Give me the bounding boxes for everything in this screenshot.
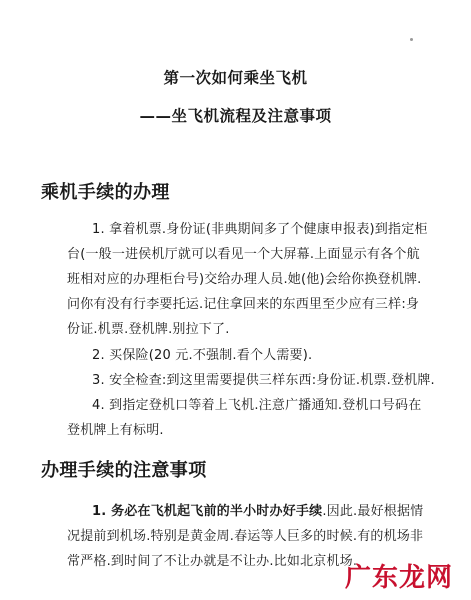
watermark-text: 广东龙网 (344, 563, 453, 593)
corner-dot-mark (410, 38, 413, 41)
paragraph-line: 2. 买保险(20 元.不强制.看个人需要). (92, 348, 313, 363)
paragraph-line (67, 499, 437, 524)
section-heading-checkin: 乘机手续的办理 (41, 182, 170, 203)
paragraph-line: 3. 安全检查:到这里需要提供三样东西:身份证.机票.登机牌. (92, 373, 435, 388)
paragraph-line: 班相对应的办理柜台号)交给办理人员.她(他)会给你换登机牌. (67, 272, 422, 287)
paragraph-text: .因此.最好根据情 (322, 504, 424, 519)
checkin-step-3 (67, 368, 437, 393)
paragraph-line: 问你有没有行李要托运.记住拿回来的东西里至少应有三样:身 (67, 297, 420, 312)
paragraph-line: 4. 到指定登机口等着上飞机.注意广播通知.登机口号码在 (92, 398, 422, 413)
paragraph-line: 常严格.到时间了不让办就是不让办.比如北京机场. (67, 554, 358, 569)
paragraph-line: 份证.机票.登机牌.别拉下了. (67, 322, 230, 337)
section-heading-notes: 办理手续的注意事项 (41, 460, 207, 481)
site-watermark (345, 557, 453, 594)
emphasis-text: 1. 务必在飞机起飞前的半小时办好手续 (92, 504, 323, 519)
checkin-step-2 (67, 343, 437, 368)
paragraph-line: 1. 拿着机票.身份证(非典期间多了个健康申报表)到指定柜 (92, 222, 428, 237)
paragraph-line: 况提前到机场.特别是黄金周.春运等人巨多的时候.有的机场非 (67, 529, 424, 544)
document-title: 第一次如何乘坐飞机 (163, 69, 308, 87)
checkin-step-4 (67, 393, 437, 443)
paragraph-line: 登机牌上有标明. (67, 423, 164, 438)
document-subtitle: ——坐飞机流程及注意事项 (139, 107, 332, 125)
checkin-step-1 (67, 217, 437, 342)
paragraph-line: 台(一般一进侯机厅就可以看见一个大屏幕.上面显示有各个航 (67, 247, 420, 262)
